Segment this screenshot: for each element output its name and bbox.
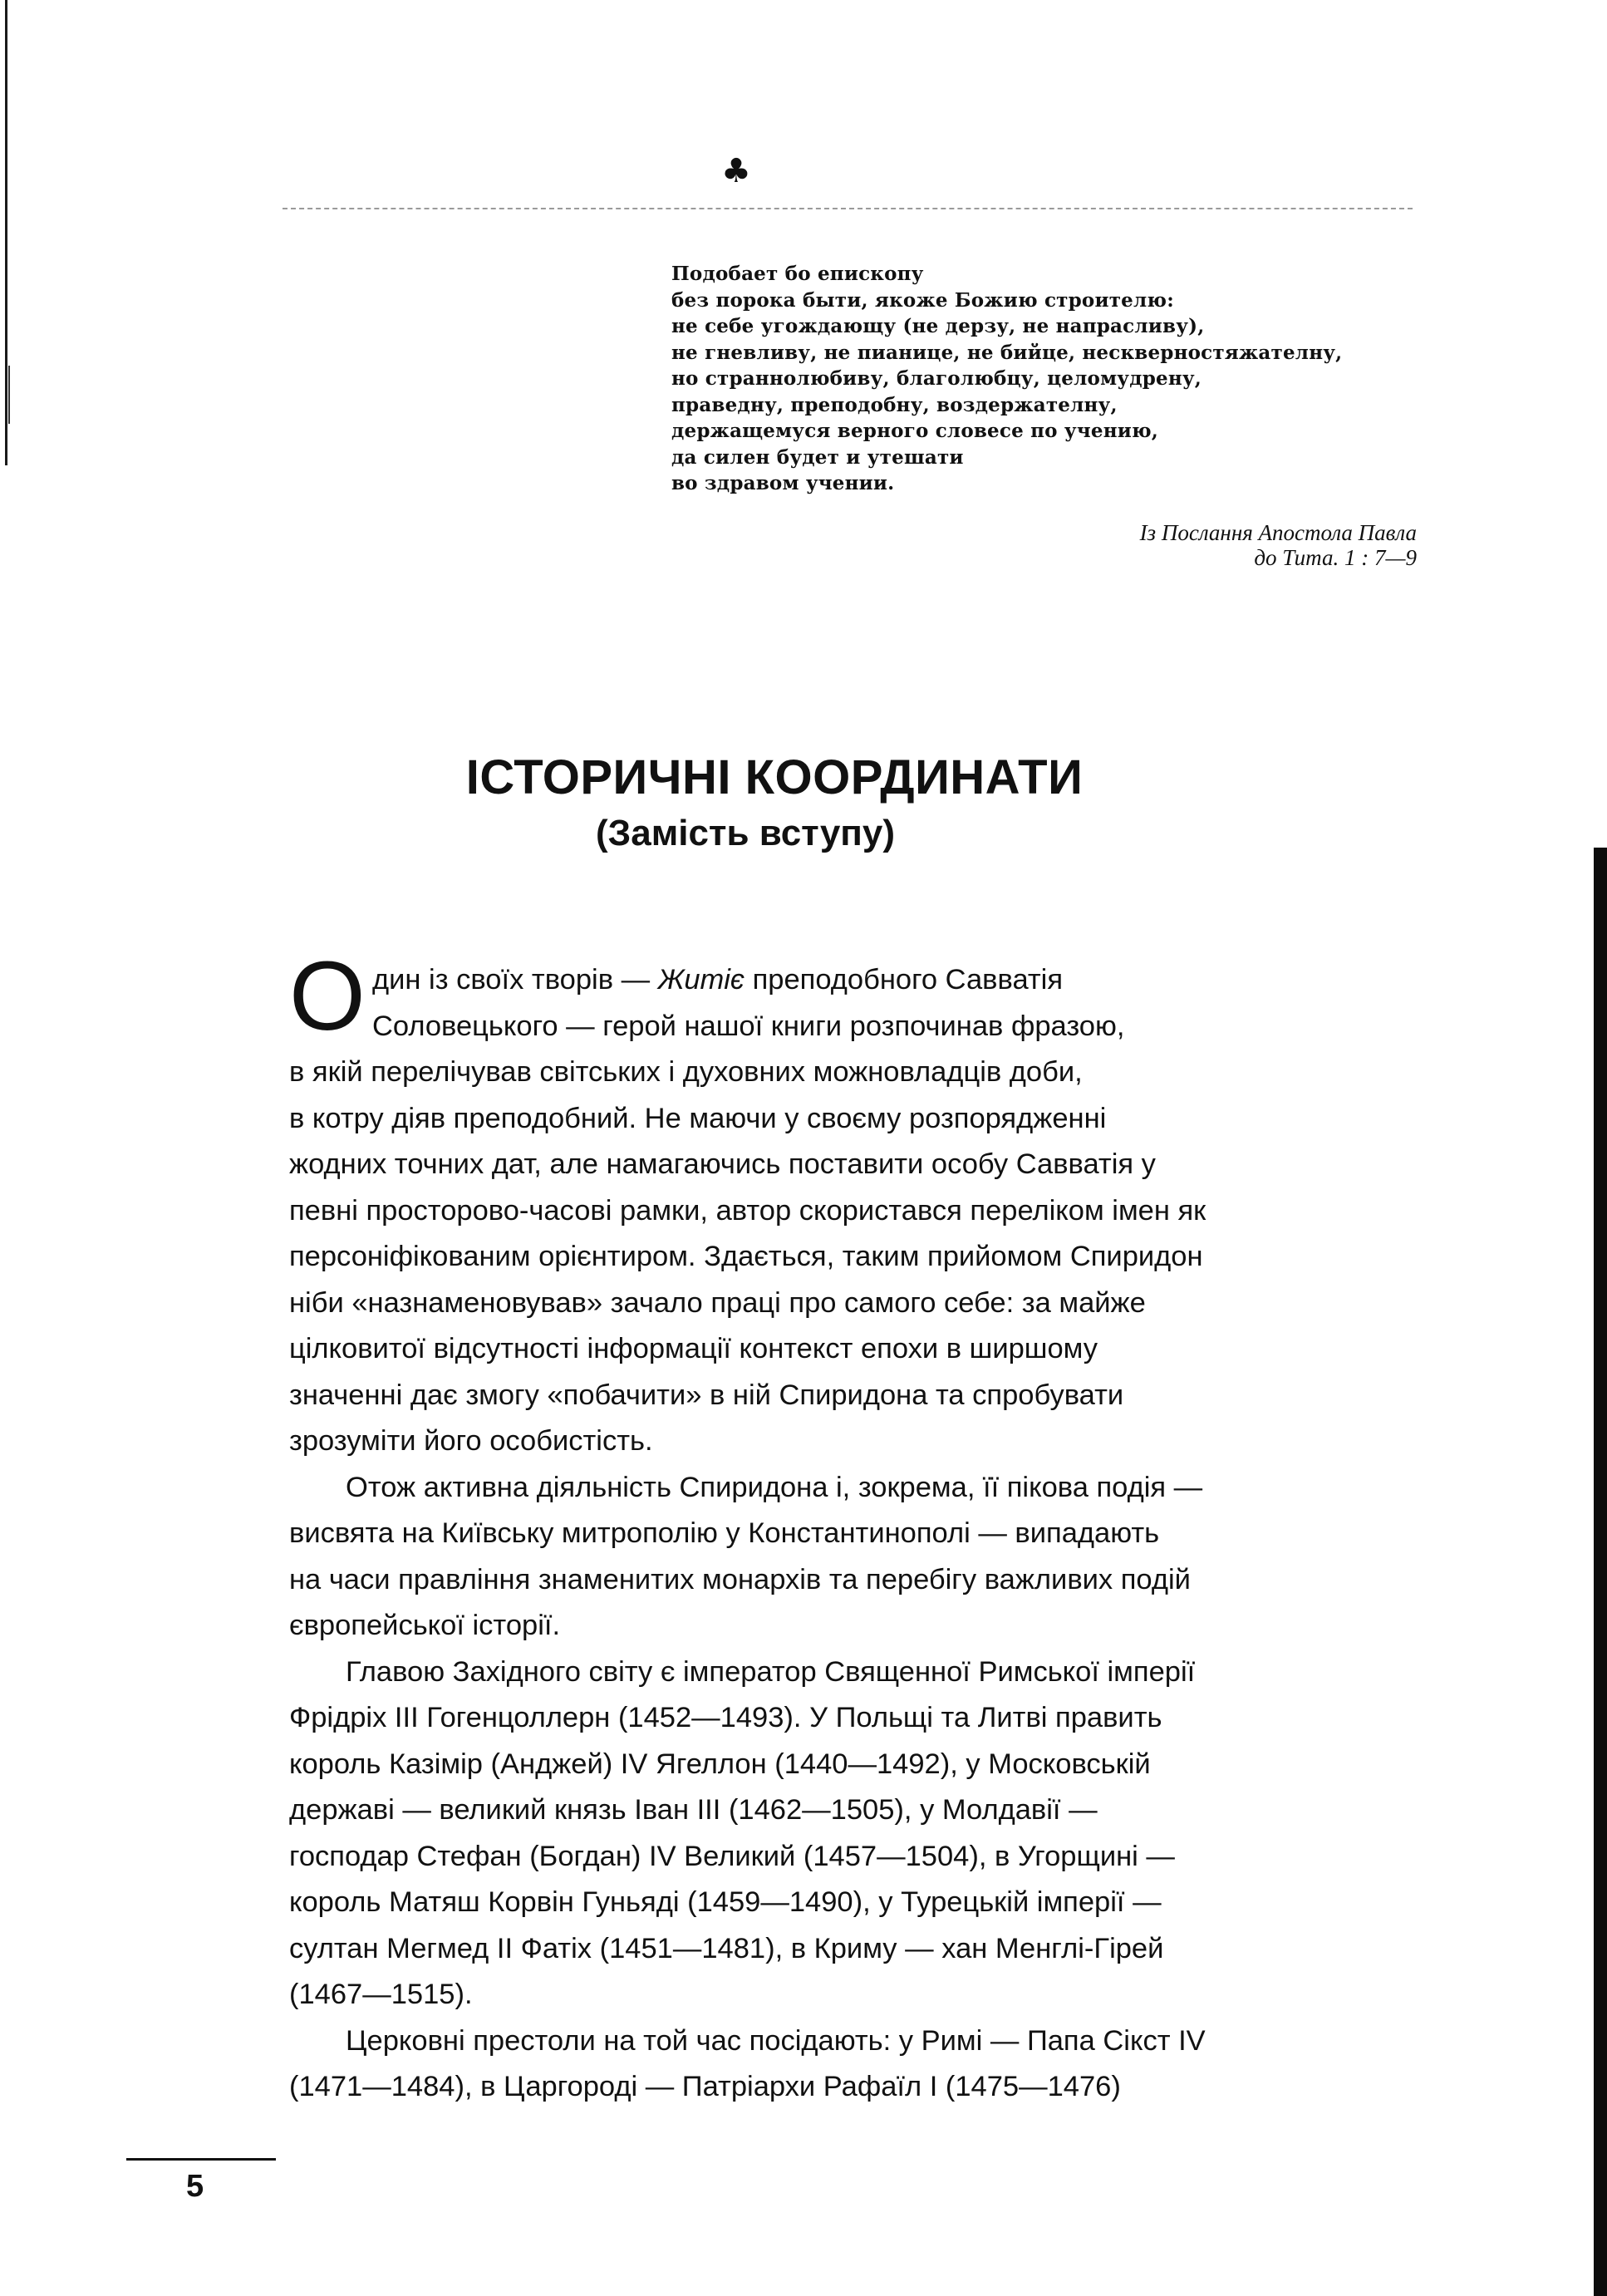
body-line: султан Мегмед II Фатіх (1451—1481), в Криму — хан Менглі-Гірей — [289, 1932, 1164, 1964]
footer-rule — [126, 2158, 276, 2161]
body-line: король Матяш Корвін Гуньяді (1459—1490), у Турецькій імперії — — [289, 1886, 1162, 1918]
epigraph-line: не себе угождающу (не дерзу, не напрасливу), — [671, 315, 1205, 337]
epigraph-line: праведну, преподобну, воздержателну, — [671, 393, 1118, 416]
body-line: (1471—1484), в Царгороді — Патріархи Рафаїл I (1475—1476) — [289, 2071, 1121, 2102]
body-text-run: преподобного Савватія — [745, 964, 1064, 996]
body-line: в якій перелічував світських і духовних можновладців доби, — [289, 1056, 1083, 1088]
chapter-subtitle: (Замість вступу) — [596, 813, 895, 853]
chapter-title: ІСТОРИЧНІ КООРДИНАТИ — [465, 750, 1084, 804]
body-line: в котру діяв преподобний. Не маючи у своєму розпорядженні — [289, 1102, 1107, 1134]
body-line: на часи правління знаменитих монархів та перебігу важливих подій — [289, 1563, 1191, 1595]
scan-edge-left — [5, 0, 7, 465]
body-line: цілковитої відсутності інформації контекст епохи в ширшому — [289, 1333, 1098, 1364]
drop-cap: О — [289, 942, 366, 1051]
body-emphasis: Житіє — [657, 964, 745, 996]
header-dashed-rule — [283, 208, 1413, 209]
body-line: європейської історії. — [289, 1610, 561, 1641]
page-number: 5 — [186, 2169, 204, 2204]
epigraph-source-reference: до Тита. 1 : 7—9 — [1254, 545, 1417, 570]
body-line: Главою Західного світу є імператор Священної Римської імперії — [346, 1655, 1196, 1688]
body-line: персоніфікованим орієнтиром. Здається, таким прийомом Спиридон — [289, 1241, 1203, 1272]
epigraph-source-author: Із Послання Апостола Павла — [1139, 520, 1417, 545]
epigraph-source — [914, 520, 1417, 570]
epigraph-line: во здравом учении. — [671, 472, 895, 494]
body-line: висвята на Київську митрополію у Константинополі — випадають — [289, 1517, 1160, 1549]
body-line: Отож активна діяльність Спиридона і, зокрема, її пікова подія — — [346, 1471, 1203, 1503]
body-line: зрозуміти його особистість. — [289, 1425, 653, 1457]
body-line: жодних точних дат, але намагаючись поставити особу Савватія у — [289, 1148, 1156, 1180]
club-ornament-icon: ♣ — [721, 152, 751, 190]
body-line: певні просторово-часові рамки, автор скористався переліком імен як — [289, 1194, 1206, 1227]
epigraph-line: Подобает бо епископу — [671, 263, 924, 285]
body-line: Фрідріх III Гогенцоллерн (1452—1493). У Польщі та Литві править — [289, 1702, 1162, 1733]
body-line: Церковні престоли на той час посідають: у Римі — Папа Сікст IV — [346, 2024, 1206, 2057]
body-line: державі — великий князь Іван III (1462—1505), у Молдавії — — [289, 1794, 1098, 1826]
epigraph-line: но страннолюбиву, благолюбцу, целомудрену, — [671, 367, 1202, 390]
scan-edge-left-mark — [8, 366, 10, 424]
body-line: Соловецького — герой нашої книги розпочинав фразою, — [372, 1010, 1125, 1042]
epigraph-line: не гневливу, не пианице, не бийце, нескверностяжателну, — [671, 341, 1343, 364]
body-line: ніби «назнаменовував» зачало праці про самого себе: за майже — [289, 1286, 1146, 1319]
body-text-run: дин із своїх творів — — [372, 964, 658, 996]
epigraph-line: без порока быти, якоже Божию строителю: — [671, 288, 1174, 312]
body-line: господар Стефан (Богдан) IV Великий (1457—1504), в Угорщині — — [289, 1840, 1175, 1872]
scan-edge-right — [1594, 848, 1607, 2296]
epigraph-line: держащемуся верного словесе по учению, — [671, 420, 1158, 442]
body-line: король Казімір (Анджей) IV Ягеллон (1440—1492), у Московській — [289, 1748, 1151, 1780]
body-line — [289, 957, 1436, 1004]
epigraph — [671, 261, 1436, 497]
body-line: (1467—1515). — [289, 1979, 473, 2010]
epigraph-line: да силен будет и утешати — [671, 445, 964, 469]
body-line: значенні дає змогу «побачити» в ній Спиридона та спробувати — [289, 1379, 1124, 1411]
body-text — [289, 957, 1436, 2111]
